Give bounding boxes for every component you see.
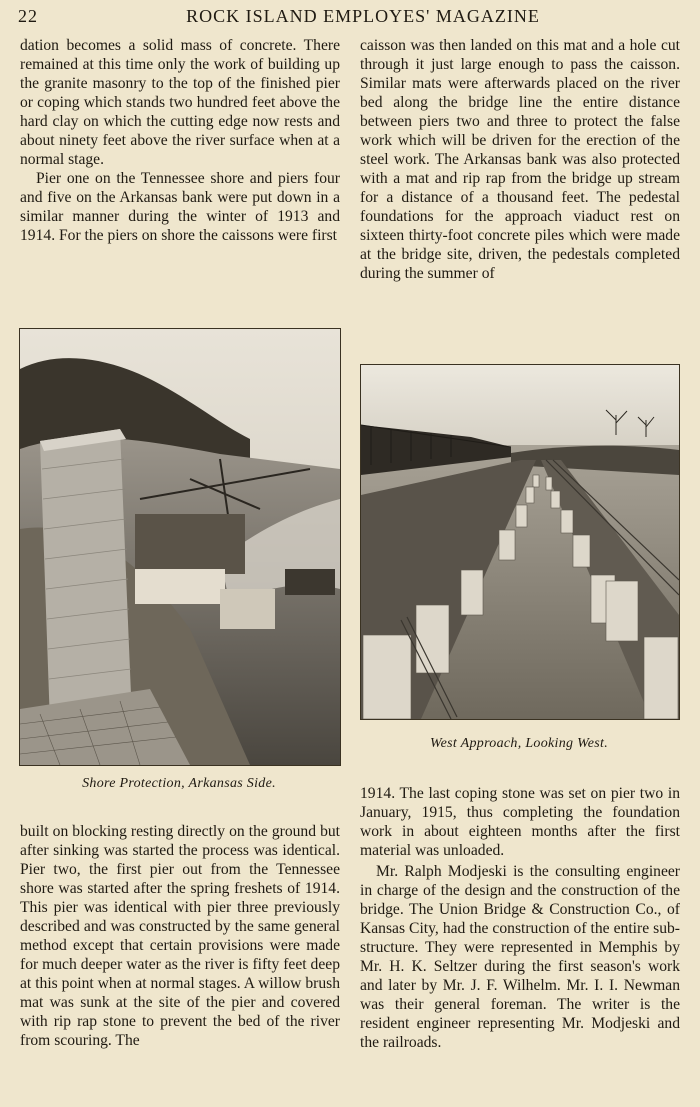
paragraph: 1914. The last coping stone was set on pier two in January, 1915, thus completing the foundation work in about eighteen months after the first material was unloaded.: [360, 785, 680, 859]
magazine-title: ROCK ISLAND EMPLOYES' MAGAZINE: [186, 6, 540, 26]
paragraph: caisson was then landed on this mat and a hole cut through it just large enough to pass the caisson. Similar mats were afterwards placed on the river bed along the bridge line the entire distance between piers two and three to protect the false work which will be driven for the erection of the steel work. The Arkansas bank was also protected with a mat and rip rap from the bridge up stream for a distance of a thousand feet. The pedestal foundations for the approach viaduct rest on sixteen thirty-foot concrete piles which were made at the bridge site, driven, the pedestals completed during the summer of: [360, 37, 680, 282]
shore-protection-illustration: [20, 329, 340, 765]
west-approach-illustration: [361, 365, 679, 719]
page-header: [18, 6, 682, 32]
paragraph: Mr. Ralph Modjeski is the consulting engineer in charge of the design and the construction of the bridge. The Union Bridge & Construction Co., of Kansas City, had the construction of the entire sub-structure. They were represented in Memphis by Mr. H. K. Seltzer during the first season's work and later by Mr. J. F. Wilhelm. Mr. I. I. Newman was their general foreman. The writer is the resident engineer representing Mr. Modjeski and the railroads.: [360, 863, 680, 1051]
left-column-bottom: [20, 822, 340, 1050]
right-column-top: [360, 36, 680, 283]
paragraph: built on blocking resting directly on the ground but after sinking was started the process was identical. Pier two, the first pier out from the Tennessee shore was started after the spring freshets of 1914. This pier was identical with pier three previously described and was constructed by the same general method except that certain provisions were made for much deeper water as the river is fifty feet deep at this point when at normal stages. A willow brush mat was sunk at the site of the pier and covered with rip rap stone to prevent the bed of the river from scouring. The: [20, 823, 340, 1049]
west-approach-photo: [360, 364, 680, 720]
paragraph: Pier one on the Tennessee shore and piers four and five on the Arkansas bank were put down in a similar manner during the winter of 1913 and 1914. For the piers on shore the caissons were first: [20, 170, 340, 244]
right-column-bottom: [360, 784, 680, 1052]
paragraph: dation becomes a solid mass of concrete. There remained at this time only the work of building up the granite masonry to the top of the finished pier or coping which stands two hundred feet above the hard clay on which the cutting edge now rests and about ninety feet above the river surface when at a normal stage.: [20, 37, 340, 168]
left-column-top: [20, 36, 340, 245]
page-number: 22: [18, 6, 38, 26]
right-figure-caption: West Approach, Looking West.: [429, 736, 609, 751]
left-figure-caption: Shore Protection, Arkansas Side.: [82, 776, 276, 791]
shore-protection-photo: [19, 328, 341, 766]
